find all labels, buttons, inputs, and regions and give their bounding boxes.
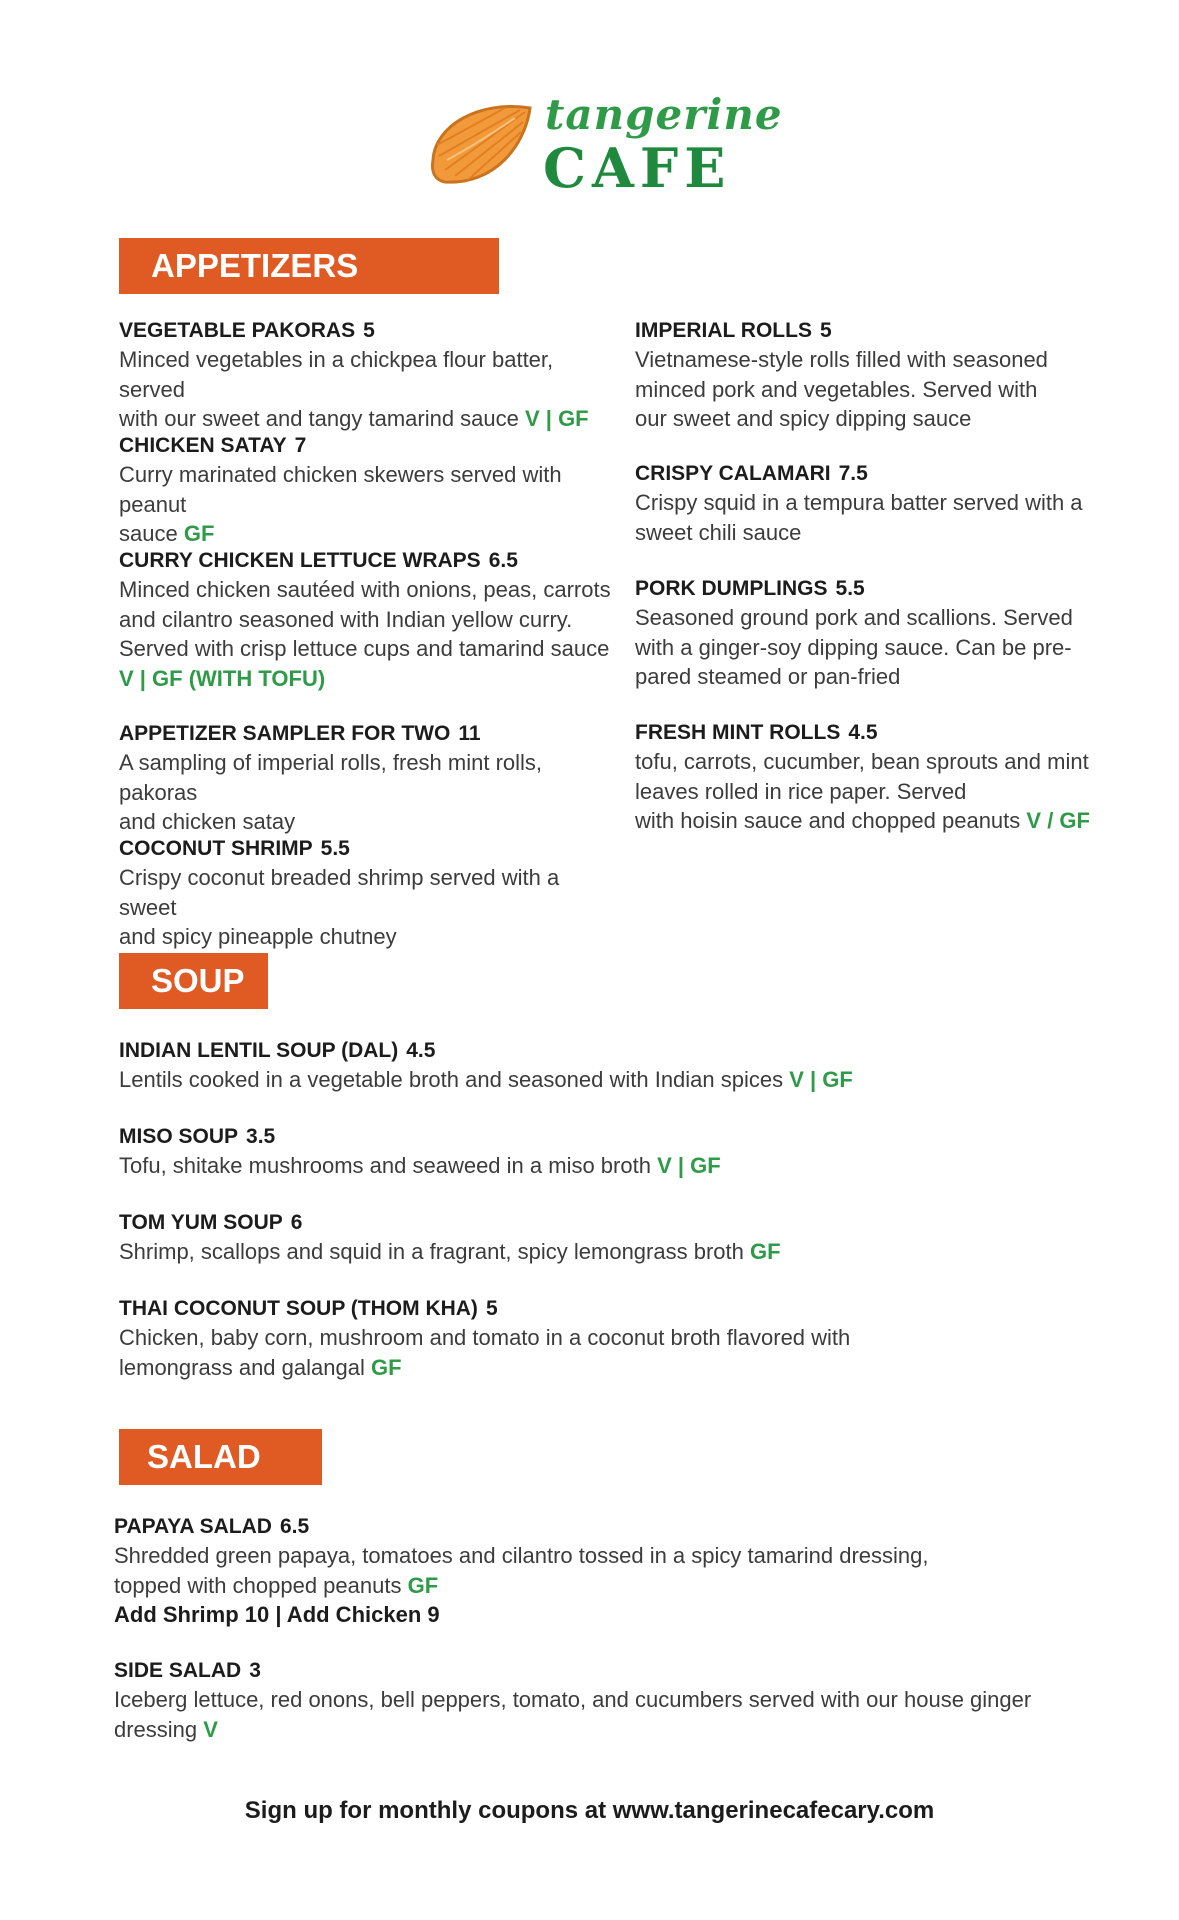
description-line [119,404,619,434]
menu-item-title [119,1122,1119,1151]
description-text: and spicy pineapple chutney [119,924,397,949]
description-line [635,603,1115,633]
menu-item-title [114,1656,1114,1685]
dietary-tag: V | GF (WITH TOFU) [119,665,326,691]
appetizers-heading-text: APPETIZERS [151,247,359,284]
salad-heading-text: SALAD [147,1438,261,1475]
description-line [119,922,619,952]
menu-item-description [635,488,1115,547]
dietary-tag: V | GF [789,1067,853,1092]
menu-item-name: MISO SOUP [119,1125,239,1148]
soup-heading-text: SOUP [151,962,245,999]
description-line [119,1353,1119,1383]
menu-item-name: APPETIZER SAMPLER FOR TWO [119,722,451,745]
menu-item-name: TOM YUM SOUP [119,1211,283,1234]
description-line [635,345,1115,375]
tangerine-slice-icon [425,90,545,200]
description-text: Lentils cooked in a vegetable broth and seasoned with Indian spices [119,1067,784,1092]
description-text: with a ginger-soy dipping sauce. Can be pre- [635,634,1072,660]
menu-item-title [119,719,619,748]
menu-item-price: 5.5 [835,577,865,600]
menu-item-price: 3 [249,1659,261,1682]
menu-item-name: CURRY CHICKEN LETTUCE WRAPS [119,549,481,572]
menu-item-description [635,747,1115,836]
description-text: our sweet and spicy dipping sauce [635,406,972,431]
description-text: tofu, carrots, cucumber, bean sprouts and mint [635,749,1089,774]
description-line [119,519,619,549]
tangerine-cafe-logo [425,90,783,200]
description-text: Vietnamese-style rolls filled with seasoned [635,347,1048,372]
menu-item-name: PORK DUMPLINGS [635,577,828,600]
description-text: with hoisin sauce and chopped peanuts [635,808,1021,833]
menu-item-title [119,546,619,575]
menu-item [114,1512,1114,1629]
footer-coupon-text: Sign up for monthly coupons at www.tangerinecafecary.com [244,1797,935,1824]
menu-item [119,1122,1119,1181]
dietary-tag: V / GF [1026,808,1090,833]
menu-item-name: FRESH MINT ROLLS [635,721,841,744]
menu-item [119,1294,1119,1382]
menu-item-description [635,603,1115,692]
description-text: dressing [114,1716,198,1742]
menu-item-title [119,431,619,460]
description-text: Shredded green papaya, tomatoes and cilantro tossed in a spicy tamarind dressing, [114,1543,929,1568]
menu-item [119,546,619,693]
menu-item-description [119,1151,1119,1181]
dietary-tag: V | GF [657,1153,721,1178]
menu-item-description [119,1065,1119,1095]
menu-item-price: 3.5 [246,1125,276,1148]
description-line [119,605,619,635]
menu-item-price: 5 [485,1297,498,1320]
menu-item-description [119,863,619,952]
menu-item-description [114,1685,1114,1744]
description-text: Tofu, shitake mushrooms and seaweed in a miso broth [119,1153,651,1178]
menu-item-price: 5.5 [320,837,350,860]
description-line [119,863,619,922]
menu-item [119,431,619,549]
menu-item-addon: Add Shrimp 10 | Add Chicken 9 [114,1602,440,1627]
description-line [119,664,619,694]
description-text: Minced chicken sautéed with onions, peas, carrots [119,577,611,602]
description-line [119,748,619,807]
menu-item-description [119,1323,1119,1382]
menu-item-title [635,718,1115,747]
menu-item-title [119,1036,1119,1065]
menu-item [119,316,619,434]
description-text: and cilantro seasoned with Indian yellow curry. [119,606,573,632]
menu-item-name: THAI COCONUT SOUP (THOM KHA) [119,1297,478,1320]
menu-item-name: IMPERIAL ROLLS [635,319,812,342]
menu-item [119,834,619,952]
menu-item-description [635,345,1115,434]
menu-item-price: 4.5 [406,1039,436,1062]
menu-item-description [114,1541,1114,1600]
menu-item-name: PAPAYA SALAD [114,1515,272,1538]
description-text: sweet chili sauce [635,519,802,545]
description-line [114,1715,1114,1745]
menu-item-name: SIDE SALAD [114,1659,242,1682]
menu-item [635,459,1115,547]
description-text: A sampling of imperial rolls, fresh mint rolls, pakoras [119,750,543,805]
menu-item-title [119,1208,1119,1237]
logo-script-text: tangerine [545,90,783,139]
menu-item [635,316,1115,434]
dietary-tag: GF [407,1572,439,1598]
description-line [635,806,1115,836]
description-text: Crispy squid in a tempura batter served with a [635,490,1083,515]
soup-heading [119,953,268,1009]
description-text: pared steamed or pan-fried [635,664,901,689]
menu-item-description [119,460,619,549]
menu-item-description [119,575,619,693]
menu-item-title [635,316,1115,345]
description-line [114,1571,1114,1601]
dietary-tag: V [203,1716,218,1742]
menu-item-price: 6.5 [488,549,518,572]
description-text: with our sweet and tangy tamarind sauce [119,406,519,431]
menu-item [119,719,619,837]
description-text: Served with crisp lettuce cups and tamarind sauce [119,636,610,661]
description-line [114,1541,1114,1571]
appetizers-heading [119,238,499,294]
menu-item-description [119,748,619,837]
menu-item-title [114,1512,1114,1541]
menu-item-price: 7 [294,434,307,457]
description-line [119,575,619,605]
menu-item [119,1036,1119,1095]
description-line [635,375,1115,405]
menu-item-price: 5 [819,319,832,342]
menu-item-price: 5 [363,319,375,342]
menu-item-name: CRISPY CALAMARI [635,462,831,485]
dietary-tag: GF [750,1239,781,1264]
description-line [119,460,619,519]
description-line [119,345,619,404]
menu-item-name: VEGETABLE PAKORAS [119,319,356,342]
description-line [119,1151,1119,1181]
description-line [635,404,1115,434]
description-text: Minced vegetables in a chickpea flour batter, served [119,347,554,402]
description-line [635,662,1115,692]
description-text: topped with chopped peanuts [114,1572,402,1598]
menu-item-name: CHICKEN SATAY [119,434,287,457]
menu-item-price: 11 [458,722,481,745]
description-text: Seasoned ground pork and scallions. Served [635,605,1073,630]
menu-item-title [635,574,1115,603]
description-text: Iceberg lettuce, red onons, bell peppers, tomato, and cucumbers served with our house ginger [114,1687,1032,1712]
menu-item-price: 6 [290,1211,303,1234]
menu-item-price: 6.5 [279,1515,310,1538]
menu-item-description [119,1237,1119,1267]
description-text: minced pork and vegetables. Served with [635,376,1038,402]
description-line [635,518,1115,548]
description-line [119,1237,1119,1267]
description-text: Chicken, baby corn, mushroom and tomato in a coconut broth flavored with [119,1325,851,1350]
description-line [114,1685,1114,1715]
description-text: Curry marinated chicken skewers served with peanut [119,462,562,517]
description-text: leaves rolled in rice paper. Served [635,778,967,804]
menu-item-title [119,1294,1119,1323]
menu-item-price: 4.5 [848,721,878,744]
description-line [635,488,1115,518]
menu-item [635,718,1115,836]
dietary-tag: GF [370,1354,402,1380]
menu-item [119,1208,1119,1267]
menu-item [114,1656,1114,1744]
menu-item-title [635,459,1115,488]
menu-item-name: COCONUT SHRIMP [119,837,313,860]
menu-item [635,574,1115,692]
description-line [119,634,619,664]
dietary-tag: V | GF [525,406,589,431]
description-text: Crispy coconut breaded shrimp served with a sweet [119,865,560,920]
logo-cafe-text: CAFE [543,136,732,200]
description-line [119,1323,1119,1353]
description-text: sauce [119,521,178,546]
menu-item-title [119,316,619,345]
description-text: Shrimp, scallops and squid in a fragrant, spicy lemongrass broth [119,1239,744,1264]
menu-item-title [119,834,619,863]
description-text: and chicken satay [119,809,296,834]
menu-item-name: INDIAN LENTIL SOUP (DAL) [119,1039,399,1062]
dietary-tag: GF [183,521,215,546]
description-line [119,1065,1119,1095]
description-line [635,633,1115,663]
salad-heading [119,1429,322,1485]
menu-item-price: 7.5 [838,462,868,485]
menu-item-description [119,345,619,434]
description-text: lemongrass and galangal [119,1354,365,1380]
description-line [635,747,1115,777]
description-line [635,777,1115,807]
description-line [119,807,619,837]
